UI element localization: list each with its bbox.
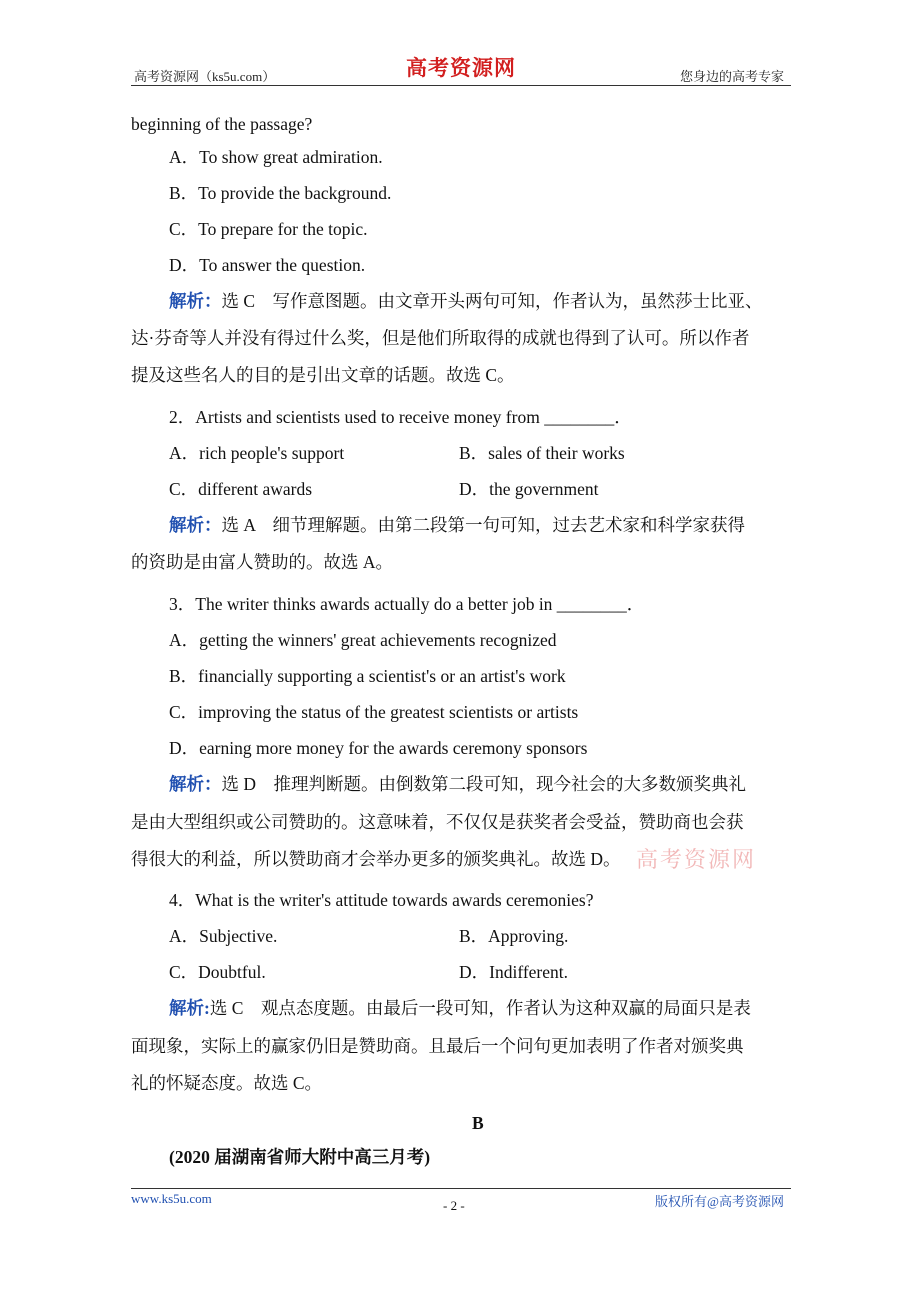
q3-option-a: A．getting the winners' great achievements recognized	[169, 630, 557, 650]
q2-option-d: D．the government	[459, 479, 599, 499]
q4-option-b: B．Approving.	[459, 926, 569, 946]
q1-analysis-line-3: 提及这些名人的目的是引出文章的话题。故选 C。	[131, 365, 515, 385]
q4-analysis-line-1: 解析:选 C 观点态度题。由最后一段可知，作者认为这种双赢的局面只是表	[169, 998, 751, 1018]
q4-analysis-line-2: 面现象，实际上的赢家仍旧是赞助商。且最后一个问句更加表明了作者对颁奖典	[131, 1036, 744, 1056]
q2-analysis-line-1: 解析：选 A 细节理解题。由第二段第一句可知，过去艺术家和科学家获得	[169, 515, 746, 535]
q4-stem: 4．What is the writer's attitude towards awards ceremonies?	[169, 890, 594, 910]
q3-option-c: C．improving the status of the greatest scientists or artists	[169, 702, 579, 722]
footer-divider	[131, 1188, 791, 1189]
page-number: - 2 -	[443, 1198, 465, 1213]
q3-stem: 3．The writer thinks awards actually do a better job in ________．	[169, 594, 645, 614]
q4-option-d: D．Indifferent.	[459, 962, 569, 982]
q1-option-c: C．To prepare for the topic.	[169, 219, 368, 239]
footer-copyright: 版权所有@高考资源网	[655, 1194, 784, 1209]
section-letter: B	[472, 1113, 484, 1133]
analysis-label: 解析：	[169, 774, 222, 794]
q2-analysis-line-2: 的资助是由富人赞助的。故选 A。	[131, 552, 394, 572]
q4-analysis-line-3: 礼的怀疑态度。故选 C。	[131, 1073, 323, 1093]
header-divider	[131, 85, 791, 86]
watermark-stamp: 高考资源网	[636, 848, 757, 873]
q1-option-a: A．To show great admiration.	[169, 147, 383, 167]
site-logo: 高考资源网	[406, 55, 516, 80]
q1-analysis-line-2: 达·芬奇等人并没有得过什么奖，但是他们所取得的成就也得到了认可。所以作者	[131, 328, 750, 348]
header-slogan: 您身边的高考专家	[679, 69, 784, 84]
q2-option-b: B．sales of their works	[459, 443, 625, 463]
q3-option-b: B．financially supporting a scientist's or an artist's work	[169, 666, 566, 686]
footer-site-link[interactable]: www.ks5u.com	[131, 1191, 212, 1206]
q4-option-c: C．Doubtful.	[169, 962, 266, 982]
q1-stem-continuation: beginning of the passage?	[131, 114, 313, 134]
q2-stem: 2．Artists and scientists used to receive money from ________．	[169, 407, 632, 427]
analysis-label: 解析：	[169, 515, 222, 535]
q1-option-d: D．To answer the question.	[169, 255, 366, 275]
header-site-name: 高考资源网（ks5u.com）	[134, 69, 276, 84]
q2-option-a: A．rich people's support	[169, 443, 345, 463]
q2-option-c: C．different awards	[169, 479, 313, 499]
q3-analysis-line-1: 解析：选 D 推理判断题。由倒数第二段可知，现今社会的大多数颁奖典礼	[169, 774, 747, 794]
q4-option-a: A．Subjective.	[169, 926, 278, 946]
q3-option-d: D．earning more money for the awards ceremony sponsors	[169, 738, 588, 758]
q3-analysis-line-3: 得很大的利益，所以赞助商才会举办更多的颁奖典礼。故选 D。	[131, 849, 621, 869]
q1-option-b: B．To provide the background.	[169, 183, 392, 203]
analysis-label: 解析:	[169, 998, 210, 1018]
q1-analysis-line-1: 解析：选 C 写作意图题。由文章开头两句可知，作者认为，虽然莎士比亚、	[169, 291, 763, 311]
section-source: (2020 届湖南省师大附中高三月考)	[169, 1147, 431, 1167]
q3-analysis-line-2: 是由大型组织或公司赞助的。这意味着，不仅仅是获奖者会受益，赞助商也会获	[131, 812, 744, 832]
analysis-label: 解析：	[169, 291, 222, 311]
